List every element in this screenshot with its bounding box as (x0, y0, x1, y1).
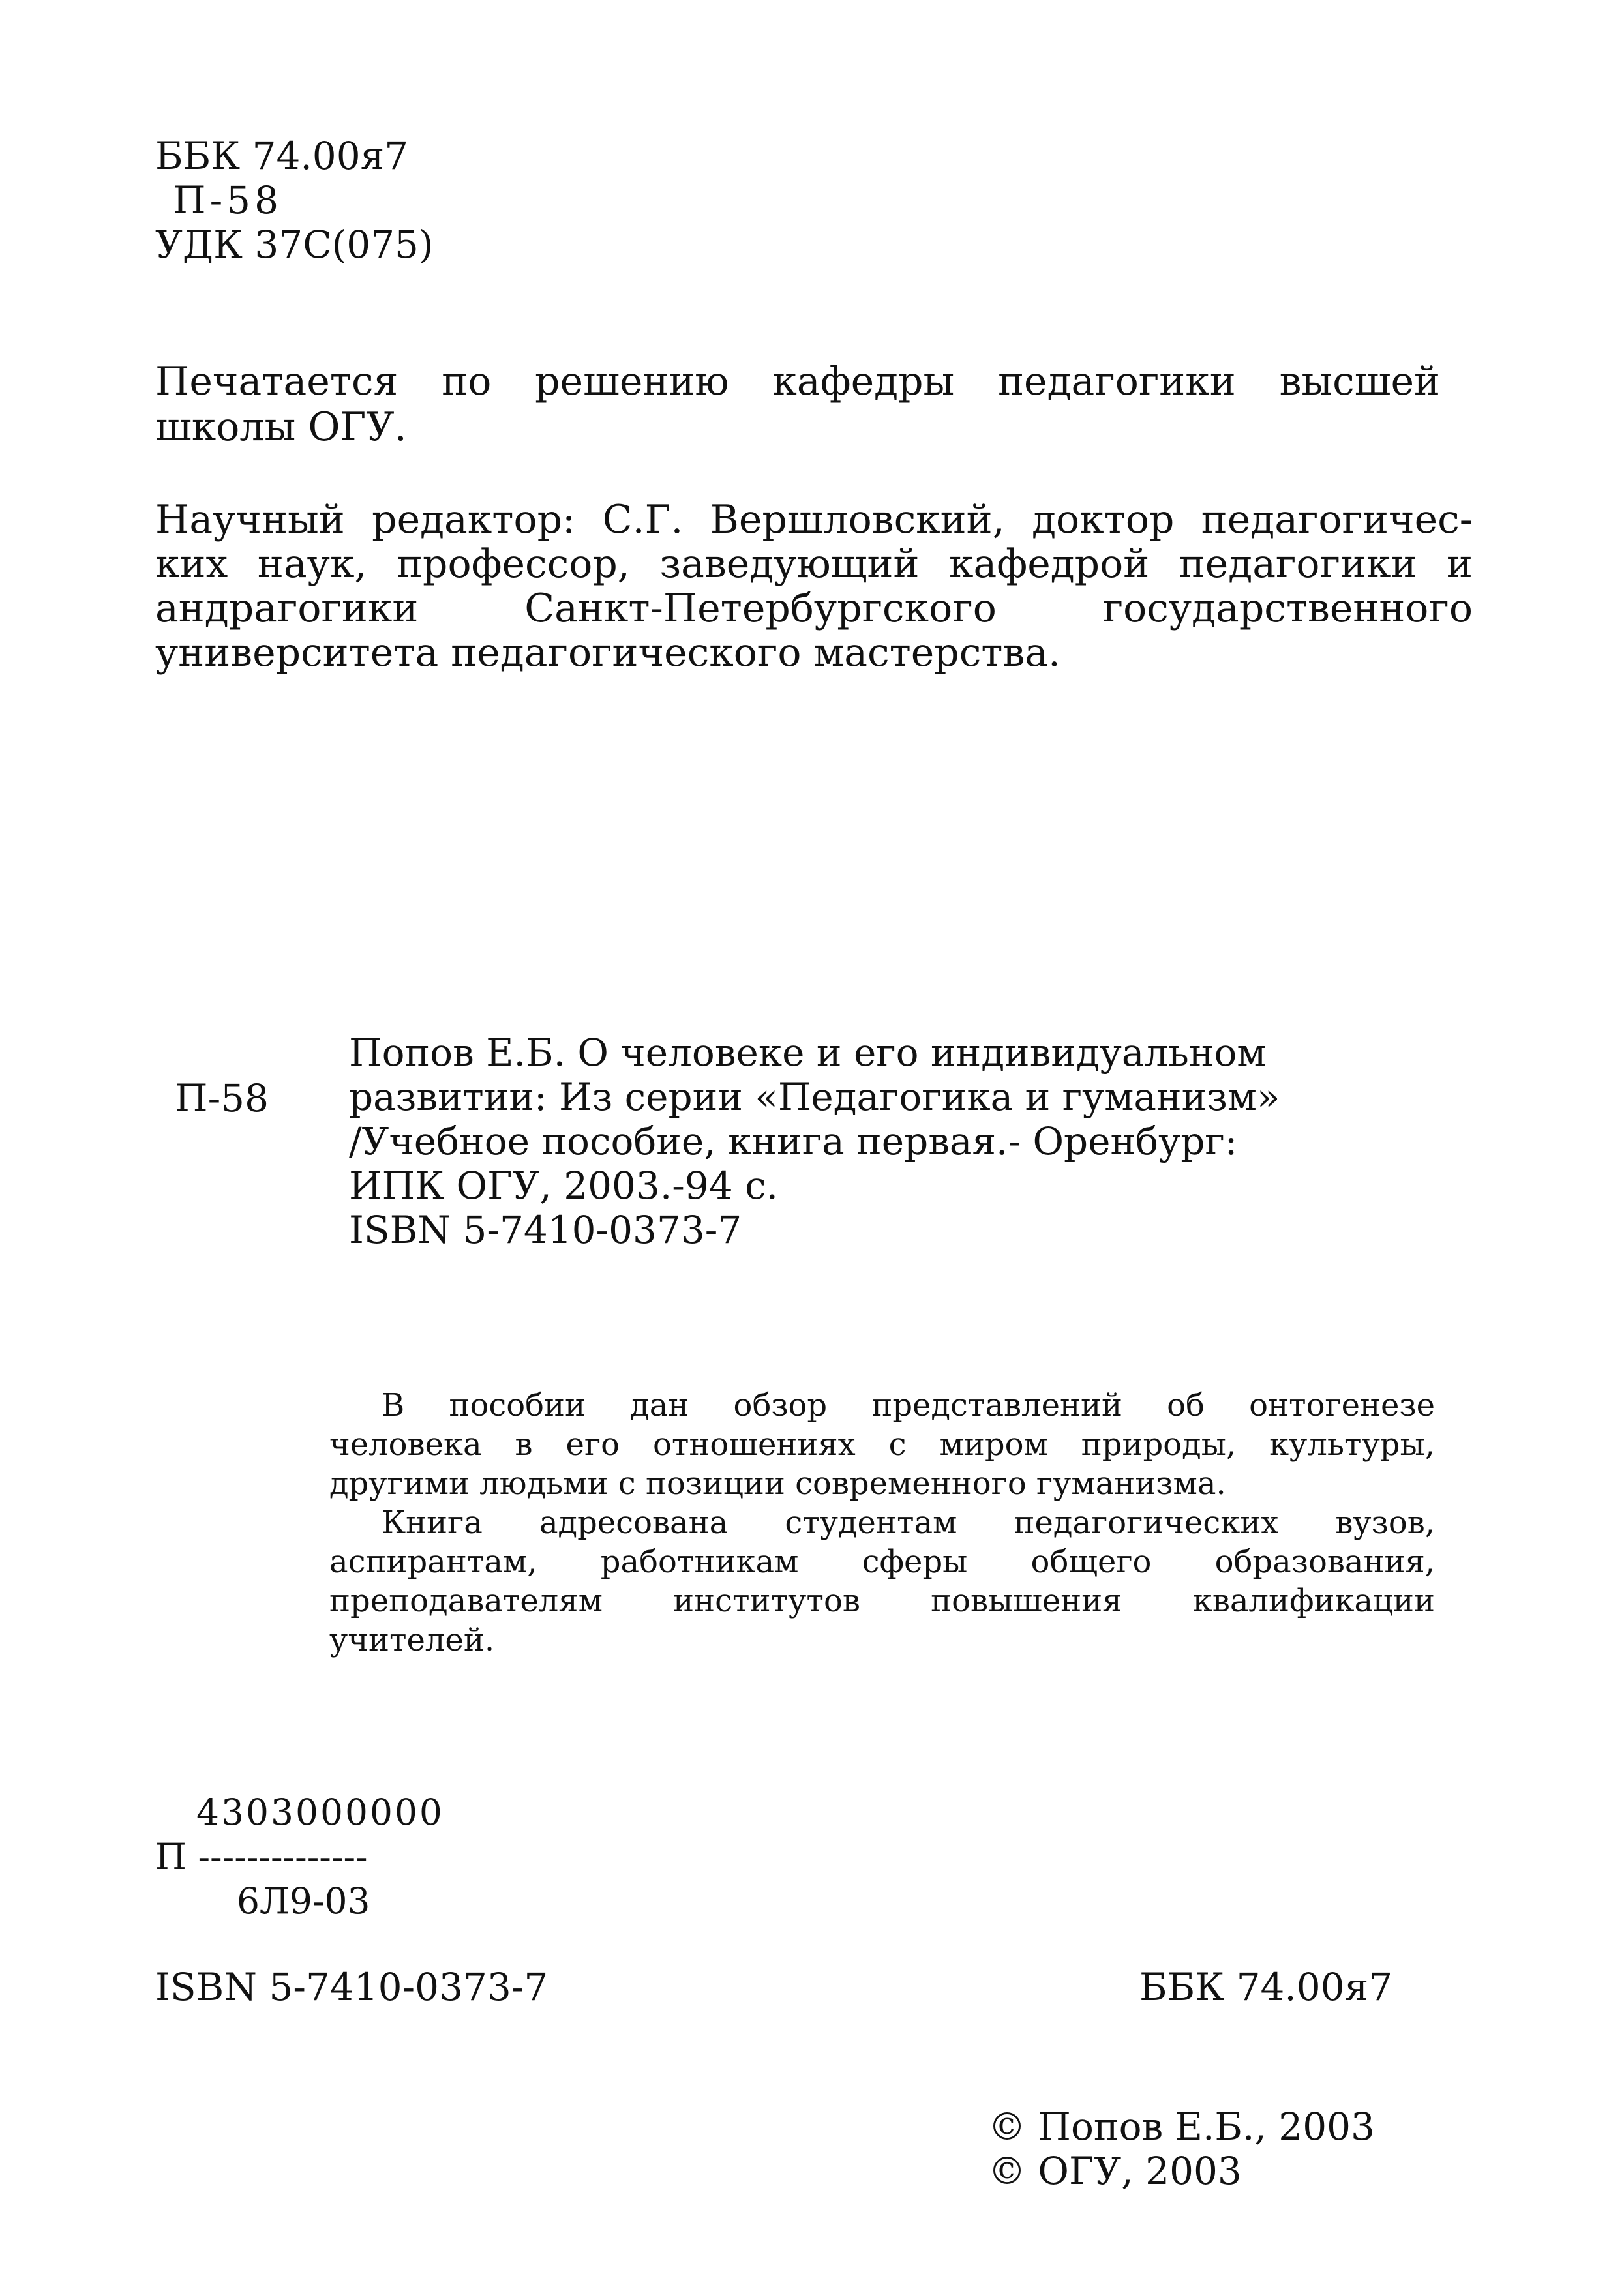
publication-decision (155, 359, 1440, 450)
decision-line: школы ОГУ. (155, 404, 407, 450)
footer-isbn: ISBN 5-7410-0373-7 (155, 1965, 549, 2009)
catalog-code: П-58 (173, 178, 282, 222)
catalog-entry (349, 1030, 1392, 1252)
annotation-line: В пособии дан обзор представлений об онтогенезе (382, 1387, 1435, 1424)
cipher-dash-line: П -------------- (155, 1836, 368, 1878)
classification-codes (155, 134, 434, 267)
bbk-code: ББК 74.00я7 (155, 134, 409, 178)
catalog-isbn: ISBN 5-7410-0373-7 (349, 1208, 742, 1252)
cipher-number: 4303000000 (196, 1791, 444, 1833)
catalog-line: /Учебное пособие, книга первая.- Оренбург: (349, 1119, 1238, 1163)
scientific-editor (155, 498, 1473, 675)
annotation-line: аспирантам, работникам сферы общего образования, (329, 1544, 1435, 1580)
editor-line: ких наук, профессор, заведующий кафедрой педагогики и (155, 541, 1473, 587)
catalog-line: развитии: Из серии «Педагогика и гуманизм» (349, 1075, 1280, 1119)
annotation-line: преподавателям институтов повышения квалификации (329, 1583, 1435, 1619)
editor-line: андрагогики Санкт-Петербургского государственного (155, 586, 1473, 631)
editor-line: университета педагогического мастерства. (155, 630, 1061, 676)
copyright-block (988, 2104, 1375, 2193)
annotation-line: Книга адресована студентам педагогических вузов, (382, 1504, 1435, 1541)
copyright-org: © ОГУ, 2003 (988, 2149, 1242, 2193)
decision-line: Печатается по решению кафедры педагогики высшей (155, 359, 1440, 404)
publication-cipher (155, 1790, 444, 1923)
annotation-line: человека в его отношениях с миром природы, культуры, (329, 1426, 1435, 1463)
footer-bbk: ББК 74.00я7 (1139, 1965, 1393, 2009)
annotation-line: учителей. (329, 1622, 495, 1658)
catalog-label: П-58 (175, 1076, 269, 1120)
catalog-line: ИПК ОГУ, 2003.-94 с. (349, 1163, 779, 1208)
annotation (329, 1386, 1435, 1660)
copyright-author: © Попов Е.Б., 2003 (988, 2104, 1375, 2149)
cipher-suffix: 6Л9-03 (237, 1880, 370, 1922)
catalog-line: Попов Е.Б. О человеке и его индивидуальном (349, 1030, 1267, 1075)
annotation-line: другими людьми с позиции современного гуманизма. (329, 1465, 1226, 1502)
editor-line: Научный редактор: С.Г. Вершловский, доктор педагогичес- (155, 497, 1473, 543)
udk-code: УДК 37С(075) (155, 222, 434, 267)
